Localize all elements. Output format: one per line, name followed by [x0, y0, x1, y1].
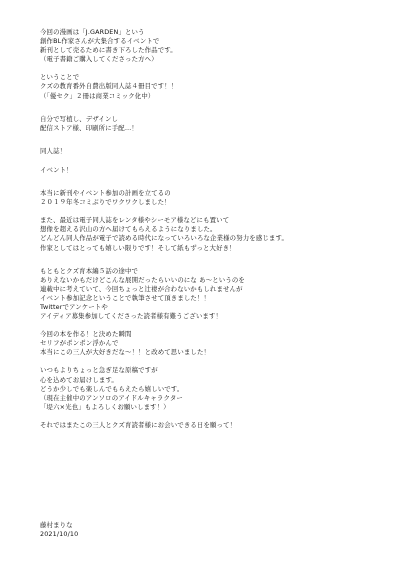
- text-line: クズの教育番外自費出版同人誌４冊目です！！: [40, 82, 178, 91]
- text-line: それではまたこの三人とクズ育読者様にお会いできる日を願って！: [40, 420, 237, 429]
- text-line: （「優セク」２冊は商業コミック化中）: [40, 91, 155, 100]
- text-line: 想像を超える沢山の方へ届けてもらえるようになりました。: [40, 225, 217, 234]
- text-line: ということで: [40, 73, 80, 82]
- paragraph-7: [40, 216, 370, 252]
- text-line: どんどん同人作品が電子で読める時代になっていろいろな企業様の努力を感じます。: [40, 234, 289, 243]
- text-line: ありえないかもだけどこんな展開だったらいいのにな あ〜というのを: [40, 275, 245, 284]
- text-line: 今回の漫画は「J.GARDEN」という: [40, 28, 145, 36]
- text-line: イベント参加記念ということで執筆させて頂きました！！: [40, 293, 211, 302]
- paragraph-8: [40, 267, 370, 322]
- text-line: 配信ストア様、印刷所に手配…！: [40, 123, 138, 132]
- paragraph-5: [40, 166, 370, 175]
- text-line: イベント！: [40, 165, 73, 174]
- text-line: 心を込めてお届けします。: [40, 375, 118, 384]
- text-line: （現在主催中のアンソロのアイドルキャラクター: [40, 393, 183, 402]
- afterword-body: [40, 28, 370, 430]
- text-line: アイディア募集参加してくださった読者様有難うございます！: [40, 312, 223, 321]
- paragraph-10: [40, 366, 370, 411]
- date: 2021/10/10: [40, 530, 79, 539]
- paragraph-3: [40, 115, 370, 133]
- text-line: いつもよりちょっと急ぎ足な原稿ですが: [40, 366, 158, 375]
- text-line: また、最近は電子同人誌をレンタ様やシーモア様などにも置いて: [40, 216, 230, 225]
- text-line: 同人誌！: [40, 146, 67, 155]
- text-line: 本当にこの三人が大好きだな〜！！と改めて思いました！: [40, 348, 211, 357]
- text-line: 作家としてはとっても嬉しい限りです！そして紙もずっと大好き！: [40, 243, 236, 252]
- text-line: 連載中に考えていて、今回ちょっと辻褄が合わないかもしれませんが: [40, 284, 243, 293]
- text-line: 「堤六×光也」もよろしくお願いします！）: [40, 402, 170, 411]
- text-line: ２０１９年冬コミぶりでワクワクしました！: [40, 198, 171, 207]
- text-line: セリフがポンポン浮かんで: [40, 339, 119, 348]
- paragraph-2: [40, 73, 370, 100]
- text-line: どうか少しでも楽しんでもらえたら嬉しいです。: [40, 384, 184, 393]
- text-line: 今回の本を作る！と決めた瞬間: [40, 330, 132, 339]
- paragraph-4: [40, 147, 370, 156]
- paragraph-11: [40, 421, 370, 430]
- text-line: Twitterでアンケートや: [40, 302, 108, 311]
- paragraph-6: [40, 189, 370, 207]
- text-line: 自分で写植し、デザインし: [40, 114, 119, 123]
- text-line: 本当に新刊やイベント参加の計画を立てるの: [40, 189, 171, 198]
- text-line: 創作BL作家さんが大集合するイベントで: [40, 37, 160, 46]
- paragraph-9: [40, 330, 370, 357]
- text-line: （電子書籍ご購入してくださった方へ）: [40, 55, 158, 64]
- text-line: もともとクズ育本編５話の途中で: [40, 266, 139, 275]
- author-name: 藤村まりな: [40, 521, 73, 529]
- paragraph-1: [40, 28, 370, 64]
- text-line: 新刊として売るために書き下ろした作品です。: [40, 46, 177, 55]
- signature-block: [40, 521, 240, 539]
